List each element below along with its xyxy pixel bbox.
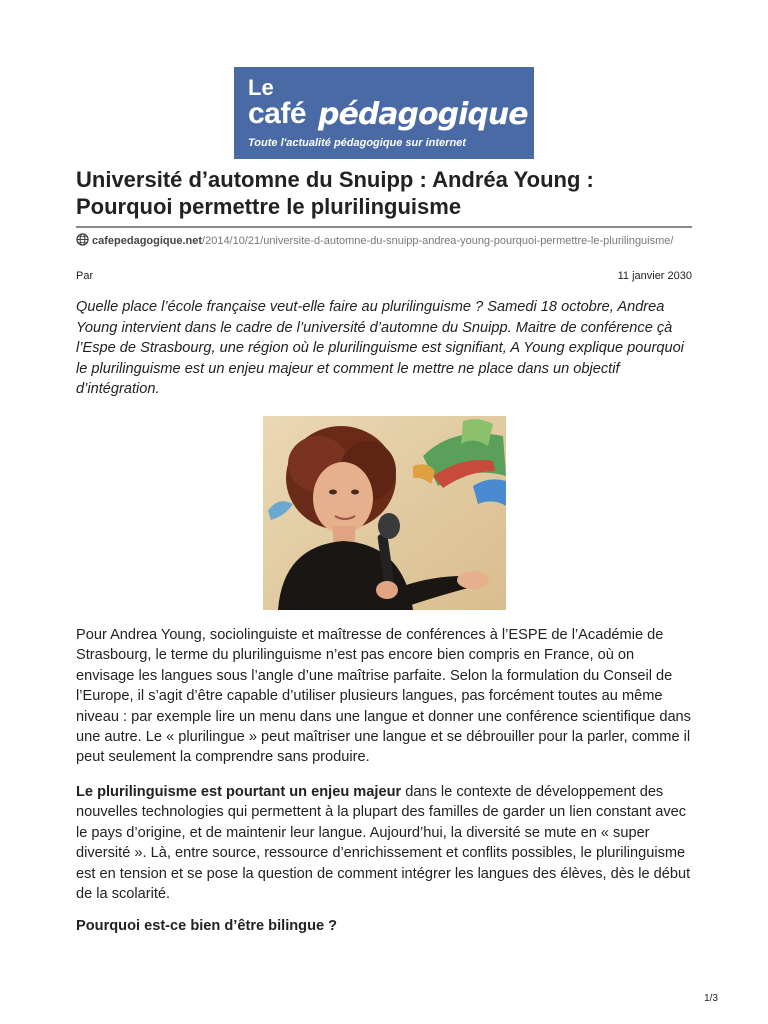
speaker-photo	[263, 416, 506, 610]
logo-line-cafe: café	[248, 97, 307, 130]
subheading: Pourquoi est-ce bien d’être bilingue ?	[76, 918, 338, 934]
article-intro: Quelle place l’école française veut-elle faire au plurilinguisme ? Samedi 18 octobre, Andrea Young intervient dans le cadre de l’université d’automne du Snuipp. Maitre de conférence çà l’Espe de Strasbourg, une région où le plurilinguisme est signifiant, A Young explique pourquoi le plurilinguisme est un enjeu majeur et comment le mettre ne place dans un objectif d’intégration.	[76, 299, 684, 398]
speaker-photo-image	[263, 416, 506, 610]
title-divider	[76, 226, 692, 228]
paragraph-2-body: dans le contexte de développement des nouvelles technologies qui permettent à la plupart des familles de garder un lien constant avec le pays d’origine, et de maintenir leur langue. Aujourd’hui, la diversité se mute en « super diversité ». Là, entre source, ressource d’enrichissement et conflits possibles, le plurilinguisme est en tension et se pose la question de comment intégrer les langues des élèves, dès le début de la scolarité.	[76, 784, 691, 903]
url-host: cafepedagogique.net	[92, 235, 203, 247]
logo-line-le: Le	[248, 75, 274, 100]
page-number: 1/3	[704, 993, 718, 1004]
author-label: Par	[76, 270, 94, 282]
publish-date: 11 janvier 2030	[617, 270, 692, 282]
paragraph-2	[76, 782, 696, 904]
url-path: /2014/10/21/universite-d-automne-du-snuipp-andrea-young-pourquoi-permettre-le-plurilinguisme/	[202, 235, 674, 247]
logo-tagline: Toute l'actualité pédagogique sur internet	[248, 137, 466, 149]
cafe-pedagogique-logo	[234, 67, 534, 159]
article-meta	[76, 270, 692, 282]
paragraph-2-lead: Le plurilinguisme est pourtant un enjeu majeur	[76, 784, 402, 800]
source-url[interactable]	[76, 233, 696, 248]
logo-line-pedagogique: pédagogique	[318, 97, 528, 132]
paragraph-1: Pour Andrea Young, sociolinguiste et maîtresse de conférences à l’ESPE de l’Académie de Strasbourg, le terme du plurilinguisme n’est pas encore bien compris en France, où on envisage les langues sous l’angle d’une maîtrise parfaite. Selon la formulation du Conseil de l’Europe, il s’agit d’être capable d’utiliser plusieurs langues, pas forcément toutes au même niveau : par exemple lire un menu dans une langue et donner une conférence scientifique dans une autre. Le « plurilingue » peut maîtriser une langue et se débrouiller pour la parler, comme il peut seulement la comprendre sans produire.	[76, 627, 691, 766]
globe-icon	[76, 233, 89, 246]
article-title: Université d’automne du Snuipp : Andréa Young : Pourquoi permettre le plurilinguisme	[76, 167, 594, 219]
